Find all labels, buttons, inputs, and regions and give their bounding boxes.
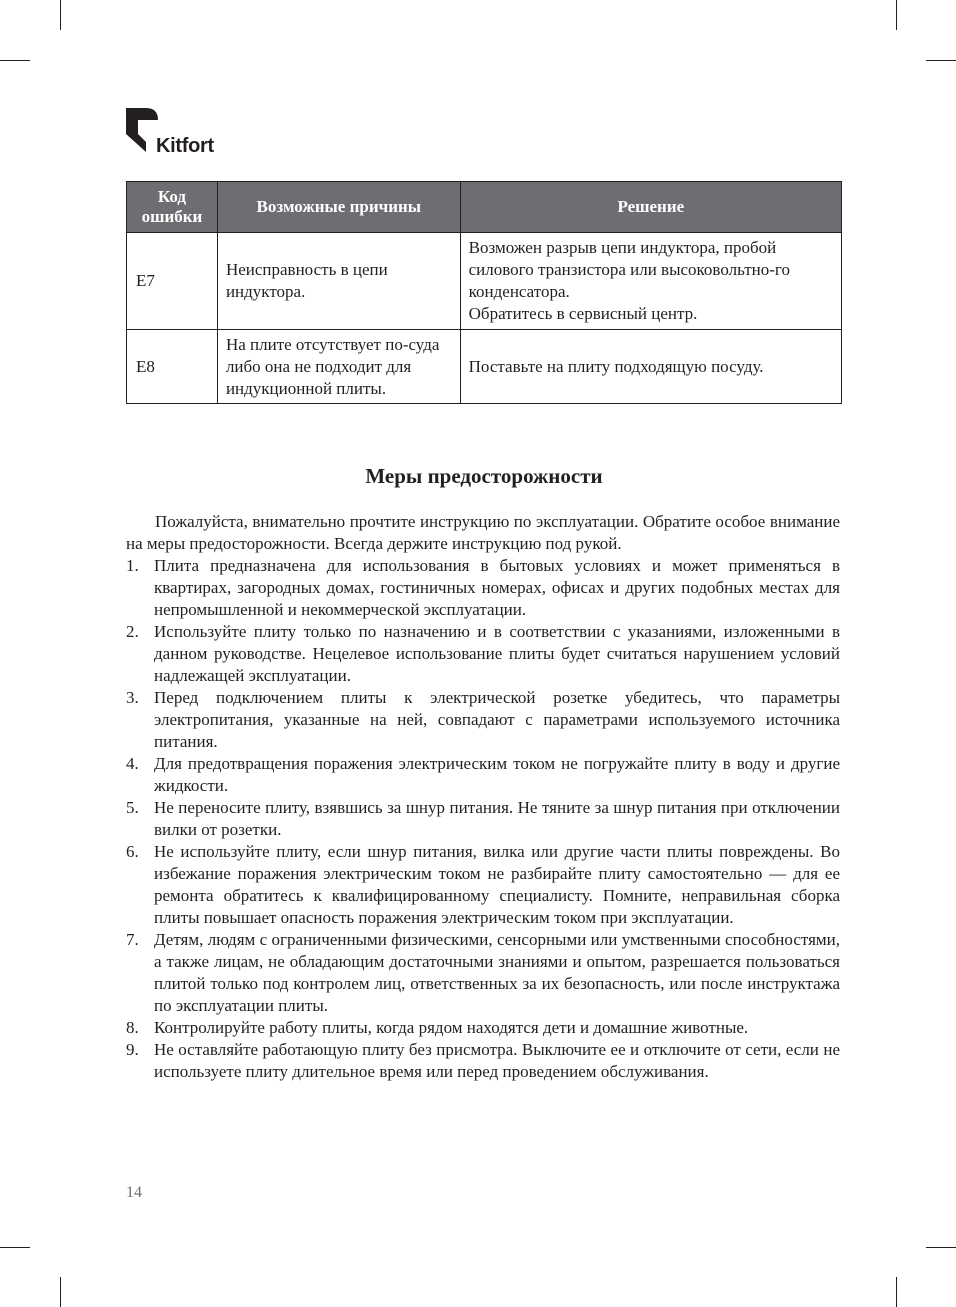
crop-mark (926, 1247, 956, 1248)
error-code: E7 (127, 233, 218, 330)
list-item (126, 687, 840, 753)
page-number: 14 (126, 1184, 142, 1201)
crop-mark (0, 60, 30, 61)
error-solution: Возможен разрыв цепи индуктора, пробой силового транзистора или высоковольтно-го конденсатора. (468, 238, 790, 301)
crop-mark (60, 0, 61, 30)
brand-logo (126, 108, 246, 158)
error-solution-extra: Обратитесь в сервисный центр. (468, 304, 698, 323)
error-code: E8 (127, 330, 218, 404)
table-row (127, 330, 842, 404)
header-possible-causes: Возможные причины (217, 182, 460, 233)
list-item (126, 753, 840, 797)
list-item-text: Не используйте плиту, если шнур питания, вилка или другие части плиты повреждены. Во избежание поражения электрическим током не разбирайте плиту самостоятельно — для ее ремонта обратитесь к квалифицированному специалисту. Помните, неправильная сборка плиты повышает опасность поражения электрическим током при эксплуатации. (154, 842, 840, 927)
list-item-number: 1. (126, 556, 139, 575)
list-item-text: Не переносите плиту, взявшись за шнур питания. Не тяните за шнур питания при отключении вилки от розетки. (154, 798, 840, 839)
error-codes-table (126, 181, 842, 404)
list-item-text: Перед подключением плиты к электрической розетке убедитесь, что параметры электропитания, указанные на ней, совпадают с параметрами используемого источника питания. (154, 688, 840, 751)
section-title: Меры предосторожности (365, 464, 603, 488)
list-item (126, 841, 840, 929)
crop-mark (926, 60, 956, 61)
list-item-number: 3. (126, 688, 139, 707)
list-item-text: Не оставляйте работающую плиту без присмотра. Выключите ее и отключите от сети, если не используете плиту длительное время или перед проведением обслуживания. (154, 1040, 840, 1081)
list-item (126, 621, 840, 687)
error-solution-cell (460, 233, 841, 330)
list-item-number: 2. (126, 622, 139, 641)
crop-mark (896, 0, 897, 30)
error-solution: Поставьте на плиту подходящую посуду. (460, 330, 841, 404)
list-item (126, 929, 840, 1017)
safety-body (126, 511, 840, 1083)
table-header-row (127, 182, 842, 233)
list-item-number: 5. (126, 798, 139, 817)
crop-mark (60, 1277, 61, 1307)
error-cause: На плите отсутствует по-суда либо она не подходит для индукционной плиты. (217, 330, 460, 404)
list-item (126, 797, 840, 841)
list-item-number: 6. (126, 842, 139, 861)
list-item-text: Используйте плиту только по назначению и в соответствии с указаниями, изложенными в данном руководстве. Нецелевое использование плиты будет считаться нарушением условий надлежащей эксплуатации. (154, 622, 840, 685)
list-item-number: 7. (126, 930, 139, 949)
table-row (127, 233, 842, 330)
header-error-code: Код ошибки (127, 182, 218, 233)
brand-name: Kitfort (156, 135, 214, 157)
header-solution: Решение (460, 182, 841, 233)
safety-list (126, 555, 840, 1083)
crop-mark (896, 1277, 897, 1307)
kitfort-logo-icon (126, 108, 160, 156)
list-item-number: 8. (126, 1018, 139, 1037)
list-item-text: Контролируйте работу плиты, когда рядом находятся дети и домашние животные. (154, 1018, 749, 1037)
list-item (126, 1017, 840, 1039)
crop-mark (0, 1247, 30, 1248)
error-cause: Неисправность в цепи индуктора. (217, 233, 460, 330)
list-item-text: Детям, людям с ограниченными физическими, сенсорными или умственными способностями, а также лицам, не обладающим достаточными знаниями и опытом, разрешается пользоваться плитой только под контролем лиц, ответственных за их безопасность, или после инструктажа по эксплуатации плиты. (154, 930, 840, 1015)
intro-paragraph: Пожалуйста, внимательно прочтите инструкцию по эксплуатации. Обратите особое внимание на меры предосторожности. Всегда держите инструкцию под рукой. (126, 512, 840, 553)
list-item-text: Плита предназначена для использования в бытовых условиях и может применяться в квартирах, загородных домах, гостиничных номерах, офисах и других подобных местах для непромышленной и некоммерческой эксплуатации. (154, 556, 840, 619)
list-item-number: 9. (126, 1040, 139, 1059)
list-item (126, 1039, 840, 1083)
list-item (126, 555, 840, 621)
list-item-text: Для предотвращения поражения электрическим током не погружайте плиту в воду и другие жидкости. (154, 754, 840, 795)
list-item-number: 4. (126, 754, 139, 773)
